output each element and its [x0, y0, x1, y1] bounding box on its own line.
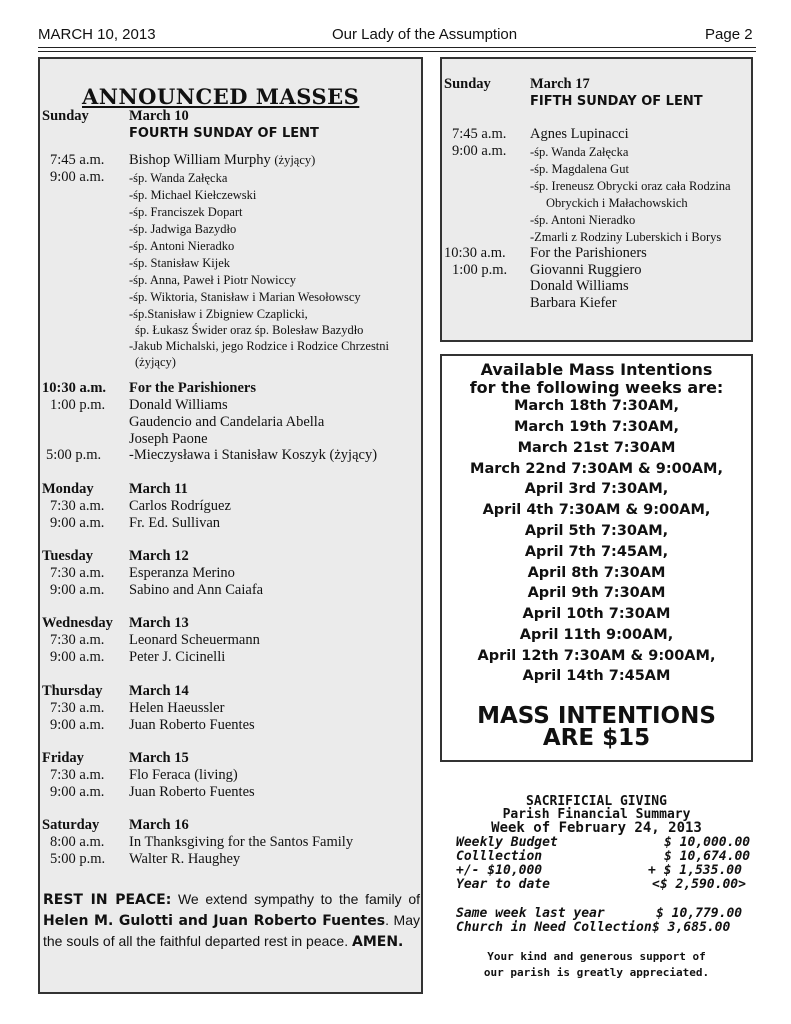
intention-line: -śp. Ireneusz Obrycki oraz cała Rodzina [530, 179, 731, 193]
intention-date: April 4th 7:30AM & 9:00AM, [482, 502, 711, 518]
mass-intention: Juan Roberto Fuentes [129, 784, 255, 800]
giving-label: Same week last year [456, 906, 605, 921]
date-label: March 17 [530, 76, 590, 92]
intention-line: -śp. Wanda Załęcka [530, 145, 629, 159]
intention-date: April 8th 7:30AM [527, 565, 666, 581]
intention-date: April 7th 7:45AM, [524, 544, 669, 560]
giving-subtitle: Parish Financial Summary [502, 807, 691, 822]
mass-intention: Agnes Lupinacci [530, 126, 629, 142]
intention-date: April 5th 7:30AM, [524, 523, 669, 539]
mass-intention: Fr. Ed. Sullivan [129, 515, 221, 531]
giving-value: $ 10,779.00 [656, 906, 743, 921]
day-label: Tuesday [42, 548, 94, 564]
giving-value: $ 3,685.00 [652, 920, 731, 935]
mass-intention: Donald Williams [129, 397, 228, 413]
mass-intention: -Mieczysławа i Stanisław Koszyk (żyjący) [129, 447, 378, 463]
intention-line: -śp. Wanda Załęcka [129, 171, 228, 185]
mass-time: 5:00 p.m. [50, 851, 106, 867]
date-label: March 10 [129, 108, 189, 124]
mass-intention: Carlos Rodríguez [129, 498, 231, 514]
intention-line: -śp. Jadwiga Bazydło [129, 222, 237, 236]
intention-date: March 22nd 7:30AM & 9:00AM, [470, 461, 723, 477]
giving-label: Year to date [456, 877, 550, 892]
mass-intention: Barbara Kiefer [530, 295, 617, 311]
header-rule-2 [38, 51, 756, 52]
liturgical-title: FIFTH SUNDAY OF LENT [530, 94, 703, 109]
giving-label: Weekly Budget [456, 835, 558, 850]
mass-time: 7:30 a.m. [50, 632, 105, 648]
mass-time: 9:00 a.m. [50, 784, 105, 800]
day-label: Sunday [42, 108, 89, 124]
intention-line: -śp. Magdalena Gut [530, 162, 629, 176]
intention-line: -Zmarli z Rodziny Luberskich i Borys [530, 230, 722, 244]
mass-time: 9:00 a.m. [452, 143, 507, 159]
thanks-note: Your kind and generous support of [487, 950, 706, 963]
mass-time: 8:00 a.m. [50, 834, 105, 850]
giving-value: <$ 2,590.00> [652, 877, 746, 892]
intention-date: April 3rd 7:30AM, [524, 481, 669, 497]
giving-week: Week of February 24, 2013 [491, 820, 702, 836]
giving-value: $ 10,674.00 [664, 849, 751, 864]
page-number: Page 2 [705, 26, 753, 43]
mass-time: 9:00 a.m. [50, 515, 105, 531]
mass-time: 7:45 a.m. [452, 126, 507, 142]
mass-intention: Sabino and Ann Caiafa [129, 582, 264, 598]
intention-price: ARE $15 [542, 725, 651, 751]
mass-intention: Giovanni Ruggiero [530, 262, 642, 278]
intention-line: -śp.Stanisław i Zbigniew Czaplicki, [129, 307, 308, 321]
intention-name: Bishop William Murphy [129, 152, 271, 168]
mass-intention: Esperanza Merino [129, 565, 235, 581]
mass-time: 10:30 a.m. [444, 245, 506, 261]
mass-intention: Walter R. Haughey [129, 851, 241, 867]
intention-price: MASS INTENTIONS [477, 703, 716, 729]
mass-intention: Juan Roberto Fuentes [129, 717, 255, 733]
mass-intention: Peter J. Cicinelli [129, 649, 226, 665]
intention-date: April 14th 7:45AM [522, 668, 671, 684]
date-label: March 11 [129, 481, 188, 497]
giving-label: Church in Need Collection [456, 920, 652, 935]
intention-line: -śp. Michael Kiełczewski [129, 188, 257, 202]
intention-date: April 10th 7:30AM [522, 606, 671, 622]
mass-time: 1:00 p.m. [50, 397, 106, 413]
intention-line: -śp. Wiktoria, Stanisław i Marian Wesołowscy [129, 290, 361, 304]
intention-line: -śp. Antoni Nieradko [530, 213, 636, 227]
mass-intention: Donald Williams [530, 278, 629, 294]
intention-date: April 12th 7:30AM & 9:00AM, [477, 648, 716, 664]
mass-time: 5:00 p.m. [46, 447, 102, 463]
header-rule [38, 47, 756, 48]
giving-label: +/- $10,000 [456, 863, 543, 878]
date-label: March 15 [129, 750, 189, 766]
mass-intention [129, 152, 315, 169]
intention-line: (żyjący) [135, 355, 176, 369]
liturgical-title: FOURTH SUNDAY OF LENT [129, 126, 319, 141]
intention-line: śp. Łukasz Świder oraz śp. Bolesław Bazydło [135, 323, 364, 337]
intention-date: March 21st 7:30AM [517, 440, 676, 456]
mass-intention: In Thanksgiving for the Santos Family [129, 834, 354, 850]
intention-date: April 9th 7:30AM [527, 585, 666, 601]
intention-line: -śp. Anna, Paweł i Piotr Nowiccy [129, 273, 296, 287]
intention-line: -Jakub Michalski, jego Rodzice i Rodzice Chrzestni [129, 339, 390, 353]
mass-time: 9:00 a.m. [50, 582, 105, 598]
rest-in-peace-notice: REST IN PEACE: We extend sympathy to the family of Helen M. Gulotti and Juan Roberto Fuentes. May the souls of all the faithful departed rest in peace. AMEN. [43, 891, 421, 950]
date-label: March 13 [129, 615, 189, 631]
mass-intention: For the Parishioners [129, 380, 256, 396]
mass-time: 7:30 a.m. [50, 700, 105, 716]
date-label: March 16 [129, 817, 189, 833]
intention-note: (żyjący) [274, 153, 316, 167]
giving-value: $ 10,000.00 [664, 835, 751, 850]
mass-intention: Gaudencio and Candelaria Abella [129, 414, 325, 430]
giving-title: SACRIFICIAL GIVING [526, 794, 667, 809]
giving-value: + $ 1,535.00 [648, 863, 742, 878]
mass-time: 7:45 a.m. [50, 152, 105, 168]
date-label: March 12 [129, 548, 189, 564]
mass-intention: Flo Feraca (living) [129, 767, 238, 783]
mass-intention: Joseph Paone [129, 431, 208, 447]
intention-line: -śp. Antoni Nieradko [129, 239, 235, 253]
date-label: March 14 [129, 683, 189, 699]
day-label: Saturday [42, 817, 100, 833]
mass-time: 9:00 a.m. [50, 717, 105, 733]
intention-line: Obryckich i Małachowskich [546, 196, 688, 210]
mass-intention: For the Parishioners [530, 245, 647, 261]
mass-time: 9:00 a.m. [50, 169, 105, 185]
intentions-heading: Available Mass Intentions [480, 360, 713, 379]
day-label: Sunday [444, 76, 491, 92]
intention-date: April 11th 9:00AM, [519, 627, 674, 643]
parish-name: Our Lady of the Assumption [332, 26, 518, 43]
day-label: Wednesday [42, 615, 113, 631]
announced-masses-title: ANNOUNCED MASSES [82, 84, 360, 109]
intention-date: March 18th 7:30AM, [513, 398, 680, 414]
day-label: Friday [42, 750, 84, 766]
intention-line: -śp. Stanisław Kijek [129, 256, 231, 270]
mass-intention: Leonard Scheuermann [129, 632, 260, 648]
issue-date: MARCH 10, 2013 [38, 26, 156, 43]
mass-time: 1:00 p.m. [452, 262, 508, 278]
mass-time: 9:00 a.m. [50, 649, 105, 665]
mass-time: 10:30 a.m. [42, 380, 107, 396]
giving-label: Colllection [456, 849, 543, 864]
intention-line: -śp. Franciszek Dopart [129, 205, 243, 219]
day-label: Thursday [42, 683, 103, 699]
intention-date: March 19th 7:30AM, [513, 419, 680, 435]
day-label: Monday [42, 481, 94, 497]
mass-time: 7:30 a.m. [50, 498, 105, 514]
thanks-note: our parish is greatly appreciated. [483, 966, 710, 979]
mass-time: 7:30 a.m. [50, 767, 105, 783]
mass-time: 7:30 a.m. [50, 565, 105, 581]
intentions-heading: for the following weeks are: [469, 378, 724, 397]
mass-intention: Helen Haeussler [129, 700, 225, 716]
